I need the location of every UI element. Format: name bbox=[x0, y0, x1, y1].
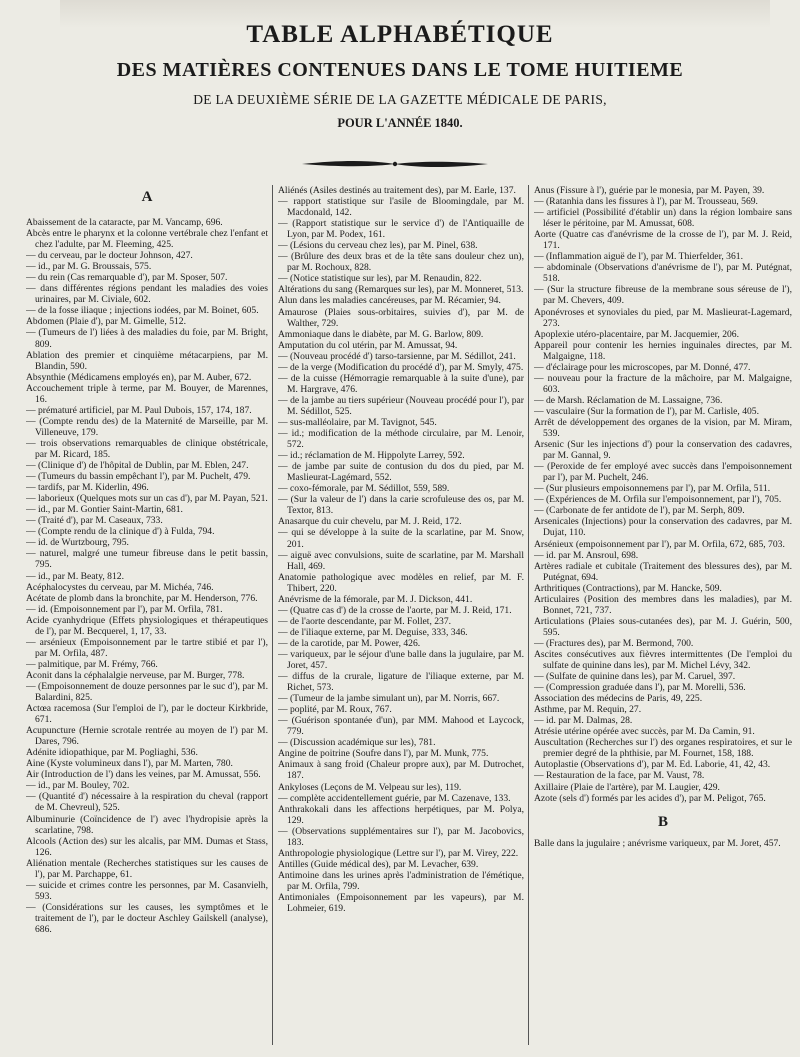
index-entry: Animaux à sang froid (Chaleur propre aux), par M. Dutrochet, 187. bbox=[278, 759, 524, 782]
index-entry: — de l'iliaque externe, par M. Deguise, 333, 346. bbox=[278, 626, 468, 638]
index-entry: Aconit dans la céphalalgie nerveuse, par M. Burger, 778. bbox=[26, 669, 245, 681]
index-entry: — (Sur plusieurs empoisonnemens par l'), par M. Orfila, 511. bbox=[534, 483, 771, 495]
index-entry: Air (Introduction de l') dans les veines, par M. Amussat, 556. bbox=[26, 769, 261, 781]
index-entry: Arsenicales (Injections) pour la conservation des cadavres, par M. Dujat, 110. bbox=[534, 516, 792, 539]
index-entry: Anus (Fissure à l'), guérie par le monesia, par M. Payen, 39. bbox=[534, 185, 765, 196]
index-entry: — (Compte rendu des) de la Maternité de Marseille, par M. Villeneuve, 179. bbox=[26, 415, 268, 438]
index-entry: — de la jambe au tiers supérieur (Nouveau procédé pour l'), par M. Sédillot, 525. bbox=[278, 394, 524, 417]
index-entry: Abcès entre le pharynx et la colonne vertébrale chez l'enfant et chez l'adulte, par M. Fleeming, 425. bbox=[26, 228, 268, 251]
index-entry: — id., par M. Beaty, 812. bbox=[26, 570, 124, 582]
index-entry: Abdomen (Plaie d'), par M. Gimelle, 512. bbox=[26, 316, 186, 328]
index-entry: — du rein (Cas remarquable d'), par M. Sposer, 507. bbox=[26, 272, 228, 284]
index-entry: Acétate de plomb dans la bronchite, par M. Henderson, 776. bbox=[26, 592, 258, 604]
index-entry: — (Ratanhia dans les fissures à l'), par M. Trousseau, 569. bbox=[534, 196, 758, 208]
index-entry: Apoplexie utéro-placentaire, par M. Jacquemier, 206. bbox=[534, 328, 740, 340]
index-entry: Angine de poitrine (Soufre dans l'), par M. Munk, 775. bbox=[278, 748, 489, 760]
index-entry: Albuminurie (Coïncidence de l') avec l'hydropisie après la scarlatine, 798. bbox=[26, 813, 268, 836]
index-entry: — variqueux, par le séjour d'une balle dans la jugulaire, par M. Joret, 457. bbox=[278, 648, 524, 672]
column-1 bbox=[26, 185, 268, 1045]
index-entry: — (Empoisonnement de douze personnes par le suc d'), par M. Balardini, 825. bbox=[26, 680, 268, 704]
index-entry: — (Sur la structure fibreuse de la membrane sous séreuse de l'), par M. Chevers, 409. bbox=[534, 284, 792, 307]
index-entry: Anthrakokali dans les affections herpétiques, par M. Polya, 129. bbox=[278, 803, 524, 826]
index-entry: Aliénation mentale (Recherches statistiques sur les causes de l'), par M. Parchappe, 61. bbox=[26, 857, 268, 880]
index-entry: Arrêt de développement des organes de la vision, par M. Miram, 539. bbox=[534, 416, 792, 440]
index-entry: — sus-malléolaire, par M. Tavignot, 545. bbox=[278, 416, 437, 428]
index-entry: — abdominale (Observations d'anévrisme de l'), par M. Putégnat, 518. bbox=[534, 262, 792, 285]
index-entry: — id.; réclamation de M. Hippolyte Larrey, 592. bbox=[278, 450, 465, 462]
index-entry: — (Considérations sur les causes, les symptômes et le traitement de l'), par le docteur Aschley Gailskell (analyse), 686. bbox=[26, 901, 268, 935]
page-title: TABLE ALPHABÉTIQUE bbox=[246, 21, 554, 48]
index-entry: Anévrisme de la fémorale, par M. J. Dickson, 441. bbox=[278, 593, 473, 605]
page-header bbox=[0, 20, 800, 131]
index-entry: — (Rapport statistique sur le service d') de l'Antiquaille de Lyon, par M. Podex, 161. bbox=[278, 218, 524, 241]
index-entry: Arsénieux (empoisonnement par l'), par M. Orfila, 672, 685, 703. bbox=[534, 538, 785, 550]
index-entry: — (Expériences de M. Orfila sur l'empoisonnement, par l'), 705. bbox=[534, 494, 782, 506]
index-entry: — arsénieux (Empoisonnement par le tartre stibié et par l'), par M. Orfila, 487. bbox=[26, 636, 268, 659]
series-line: DE LA DEUXIÈME SÉRIE DE LA GAZETTE MÉDICALE DE PARIS, bbox=[193, 92, 607, 107]
index-entry: — poplité, par M. Roux, 767. bbox=[278, 704, 392, 716]
index-entry: — id. par M. Ansroul, 698. bbox=[534, 549, 639, 561]
index-entry: — id., par M. Gontier Saint-Martin, 681. bbox=[26, 504, 183, 516]
index-entry: — du cerveau, par le docteur Johnson, 427. bbox=[26, 250, 193, 262]
index-entry: — id., par M. G. Broussais, 575. bbox=[26, 261, 152, 273]
index-entry: Arthritiques (Contractions), par M. Hancke, 509. bbox=[534, 582, 722, 594]
entry-list bbox=[534, 185, 792, 804]
index-entry: — de la cuisse (Hémorragie remarquable à la suite d'une), par M. Hargrave, 476. bbox=[278, 372, 524, 395]
index-entry: — (Nouveau procédé d') tarso-tarsienne, par M. Sédillot, 241. bbox=[278, 350, 516, 362]
index-columns bbox=[26, 185, 794, 1045]
index-entry: Atrésie utérine opérée avec succès, par M. Da Camin, 91. bbox=[534, 726, 755, 738]
index-entry: — tardifs, par M. Kiderlin, 496. bbox=[26, 482, 149, 494]
section-letter-b: B bbox=[657, 813, 668, 830]
index-entry: — aiguë avec convulsions, suite de scarlatine, par M. Marshall Hall, 469. bbox=[278, 549, 524, 572]
index-entry: — coxo-fémorale, par M. Sédillot, 559, 589. bbox=[278, 483, 450, 495]
index-entry: Aponévroses et synoviales du pied, par M. Maslieurat-Lagemard, 273. bbox=[534, 306, 792, 329]
index-entry: — rapport statistique sur l'asile de Bloomingdale, par M. Macdonald, 142. bbox=[278, 196, 524, 219]
index-entry: Accouchement triple à terme, par M. Bouyer, de Marennes, 16. bbox=[26, 382, 268, 405]
index-entry: Axillaire (Plaie de l'artère), par M. Laugier, 429. bbox=[534, 781, 720, 793]
index-entry: Adénite idiopathique, par M. Pogliaghi, 536. bbox=[26, 747, 198, 759]
index-entry: Autoplastie (Observations d'), par M. Ed. Laborie, 41, 42, 43. bbox=[534, 759, 771, 771]
entry-list bbox=[26, 217, 268, 935]
index-entry: — (Brûlure des deux bras et de la tête sans douleur chez un), par M. Rochoux, 828. bbox=[278, 251, 524, 274]
index-entry: — nouveau pour la fracture de la mâchoire, par M. Malgaigne, 603. bbox=[534, 372, 792, 395]
index-entry: Antilles (Guide médical des), par M. Levacher, 639. bbox=[278, 858, 479, 870]
index-entry: Alcools (Action des) sur les alcalis, par MM. Dumas et Stass, 126. bbox=[26, 835, 268, 858]
index-entry: — (Guérison spontanée d'un), par MM. Mahood et Laycock, 779. bbox=[278, 715, 524, 738]
index-entry: Acupuncture (Hernie scrotale rentrée au moyen de l') par M. Dares, 796. bbox=[26, 725, 268, 748]
index-entry: — (Discussion académique sur les), 781. bbox=[278, 737, 436, 749]
index-entry: Arsenic (Sur les injections d') pour la conservation des cadavres, par M. Gannal, 9. bbox=[534, 439, 792, 462]
index-entry: Acide cyanhydrique (Effets physiologiques et thérapeutiques de l'), par M. Becquerel, 1, 17, 33. bbox=[26, 614, 268, 637]
index-entry: Amputation du col utérin, par M. Amussat, 94. bbox=[278, 339, 458, 351]
index-entry: Articulaires (Position des membres dans les maladies), par M. Bonnet, 721, 737. bbox=[534, 593, 792, 616]
index-entry: — (Inflammation aiguë de l'), par M. Thierfelder, 361. bbox=[534, 251, 743, 263]
column-divider bbox=[528, 185, 529, 1045]
index-entry: Ablation des premier et cinquième métacarpiens, par M. Blandin, 590. bbox=[26, 349, 268, 372]
index-entry: Alun dans les maladies cancéreuses, par M. Récamier, 94. bbox=[278, 295, 501, 307]
index-entry: — de Marsh. Réclamation de M. Lassaigne, 736. bbox=[534, 394, 723, 406]
index-entry: Aorte (Quatre cas d'anévrisme de la crosse de l'), par M. J. Reid, 171. bbox=[534, 229, 792, 252]
ornament-divider-icon bbox=[300, 158, 490, 170]
index-entry: — (Peroxide de fer employé avec succès dans l'empoisonnement par l'), par M. Puchelt, 246. bbox=[534, 461, 792, 484]
index-entry: Anthropologie physiologique (Lettre sur l'), par M. Virey, 222. bbox=[278, 847, 519, 859]
index-entry: Actœa racemosa (Sur l'emploi de l'), par le docteur Kirkbride, 671. bbox=[26, 703, 268, 726]
index-entry: — (Notice statistique sur les), par M. Renaudin, 822. bbox=[278, 273, 482, 285]
index-entry: — (Sur la valeur de l') dans la carie scrofuleuse des os, par M. Textor, 813. bbox=[278, 494, 524, 517]
index-entry: — de la fosse iliaque ; injections iodées, par M. Boinet, 605. bbox=[26, 305, 259, 317]
index-entry: — de jambe par suite de contusion du dos du pied, par M. Maslieurat-Lagémard, 552. bbox=[278, 461, 524, 484]
index-entry: — prématuré artificiel, par M. Paul Dubois, 157, 174, 187. bbox=[26, 404, 252, 416]
index-entry: — (Compte rendu de la clinique d') à Fulda, 794. bbox=[26, 526, 215, 538]
index-entry: — (Carbonate de fer antidote de l'), par M. Serph, 809. bbox=[534, 505, 745, 517]
index-entry: — qui se développe à la suite de la scarlatine, par M. Snow, 201. bbox=[278, 527, 524, 550]
index-entry: — (Tumeurs de l') liées à des maladies du foie, par M. Bright, 809. bbox=[26, 327, 268, 350]
index-entry: — (Sulfate de quinine dans les), par M. Caruel, 397. bbox=[534, 671, 736, 683]
index-entry: — dans différentes régions pendant les maladies des voies urinaires, par M. Civiale, 602. bbox=[26, 283, 268, 306]
index-entry: — id. par M. Dalmas, 28. bbox=[534, 715, 633, 727]
index-entry: Auscultation (Recherches sur l') des organes respiratoires, et sur le premier degré de la phthisie, par M. Fournet, 158, 188. bbox=[534, 737, 792, 760]
index-entry: — d'éclairage pour les microscopes, par M. Donné, 477. bbox=[534, 361, 751, 373]
index-entry: Ammoniaque dans le diabète, par M. G. Barlow, 809. bbox=[278, 328, 484, 340]
index-entry: Altérations du sang (Remarques sur les), par M. Monneret, 513. bbox=[278, 284, 524, 296]
index-entry: Antimoniales (Empoisonnement par les vapeurs), par M. Lohmeier, 619. bbox=[278, 892, 524, 915]
page-subtitle: DES MATIÈRES CONTENUES DANS LE TOME HUITIEME bbox=[116, 59, 684, 81]
entry-list bbox=[534, 838, 792, 849]
index-entry: Appareil pour contenir les hernies inguinales directes, par M. Malgaigne, 118. bbox=[534, 339, 792, 362]
index-entry: — (Lésions du cerveau chez les), par M. Pinel, 638. bbox=[278, 240, 478, 252]
year-line: POUR L'ANNÉE 1840. bbox=[337, 116, 463, 130]
index-entry: — Restauration de la face, par M. Vaust, 78. bbox=[534, 770, 705, 782]
index-entry: — de la verge (Modification du procédé d'), par M. Smyly, 475. bbox=[278, 361, 524, 373]
index-entry: — de la carotide, par M. Power, 426. bbox=[278, 637, 421, 649]
index-entry: Balle dans la jugulaire ; anévrisme variqueux, par M. Joret, 457. bbox=[534, 837, 781, 849]
index-entry: — (Quantité d') nécessaire à la respiration du cheval (rapport de M. Chevreul), 525. bbox=[26, 791, 268, 814]
index-entry: — vasculaire (Sur la formation de l'), par M. Carlisle, 405. bbox=[534, 405, 759, 417]
column-divider bbox=[272, 185, 273, 1045]
index-entry: — (Compression graduée dans l'), par M. Morelli, 536. bbox=[534, 682, 746, 694]
index-entry: — (Traité d'), par M. Caseaux, 733. bbox=[26, 515, 163, 527]
index-entry: — diffus de la crurale, ligature de l'iliaque externe, par M. Richet, 573. bbox=[278, 671, 524, 694]
index-entry: — (Observations supplémentaires sur l'), par M. Jacobovics, 183. bbox=[278, 825, 524, 848]
index-entry: Ankyloses (Leçons de M. Velpeau sur les), 119. bbox=[278, 781, 462, 793]
index-entry: — (Quatre cas d') de la crosse de l'aorte, par M. J. Reid, 171. bbox=[278, 604, 512, 616]
index-entry: Association des médecins de Paris, 49, 225. bbox=[534, 693, 703, 705]
index-entry: Artères radiale et cubitale (Traitement des blessures des), par M. Putégnat, 694. bbox=[534, 560, 792, 583]
index-entry: — id. (Empoisonnement par l'), par M. Orfila, 781. bbox=[26, 603, 223, 615]
index-entry: Ascites consécutives aux fièvres intermittentes (De l'emploi du sulfate de quinine dans les), par M. Michel Lévy, 342. bbox=[534, 648, 792, 672]
index-entry: Aliénés (Asiles destinés au traitement des), par M. Earle, 137. bbox=[278, 185, 516, 196]
index-entry: Absynthie (Médicamens employés en), par M. Auber, 672. bbox=[26, 371, 252, 383]
index-entry: — suicide et crimes contre les personnes, par M. Casanvielh, 593. bbox=[26, 879, 268, 902]
section-letter-a: A bbox=[141, 189, 153, 205]
index-entry: — trois observations remarquables de clinique obstétricale, par M. Ricard, 185. bbox=[26, 437, 268, 460]
index-entry: Articulations (Plaies sous-cutanées des), par M. J. Guérin, 500, 595. bbox=[534, 615, 792, 638]
index-entry: — naturel, malgré une tumeur fibreuse dans le petit bassin, 795. bbox=[26, 548, 268, 571]
index-entry: — palmitique, par M. Frémy, 766. bbox=[26, 658, 158, 670]
index-entry: — (Clinique d') de l'hôpital de Dublin, par M. Eblen, 247. bbox=[26, 460, 249, 472]
column-2 bbox=[278, 185, 524, 1045]
index-entry: Anasarque du cuir chevelu, par M. J. Reid, 172. bbox=[278, 516, 462, 528]
index-entry: — laborieux (Quelques mots sur un cas d'), par M. Payan, 521. bbox=[26, 493, 268, 505]
index-entry: — (Tumeur de la jambe simulant un), par M. Norris, 667. bbox=[278, 693, 500, 705]
column-3 bbox=[534, 185, 792, 1045]
index-entry: — artificiel (Possibilité d'établir un) dans la région lombaire sans léser le péritoine, par M. Amussat, 608. bbox=[534, 207, 792, 230]
index-entry: — id., par M. Bouley, 702. bbox=[26, 780, 130, 792]
index-entry: — (Fractures des), par M. Bermond, 700. bbox=[534, 637, 694, 649]
index-entry: Amaurose (Plaies sous-orbitaires, suivies d'), par M. de Walther, 729. bbox=[278, 306, 524, 329]
index-entry: Asthme, par M. Requin, 27. bbox=[534, 704, 642, 716]
entry-list bbox=[278, 185, 524, 914]
index-entry: Antimoine dans les urines après l'administration de l'émétique, par M. Orfila, 799. bbox=[278, 869, 524, 892]
index-entry: Abaissement de la cataracte, par M. Vancamp, 696. bbox=[26, 217, 223, 228]
index-entry: — de l'aorte descendante, par M. Follet, 237. bbox=[278, 615, 452, 627]
index-entry: Acéphalocystes du cerveau, par M. Michéa, 746. bbox=[26, 581, 214, 593]
index-entry: — id. de Wurtzbourg, 795. bbox=[26, 537, 129, 549]
index-entry: Aine (Kyste volumineux dans l'), par M. Marten, 780. bbox=[26, 758, 233, 770]
index-entry: — id.; modification de la méthode circulaire, par M. Lenoir, 572. bbox=[278, 428, 524, 451]
index-entry: Azote (sels d') formés par les acides d'), par M. Peligot, 765. bbox=[534, 792, 766, 804]
index-entry: Anatomie pathologique avec modèles en relief, par M. F. Thibert, 220. bbox=[278, 571, 524, 594]
index-entry: — complète accidentellement guérie, par M. Cazenave, 133. bbox=[278, 792, 511, 804]
index-entry: — (Tumeurs du bassin empêchant l'), par M. Puchelt, 479. bbox=[26, 471, 251, 483]
